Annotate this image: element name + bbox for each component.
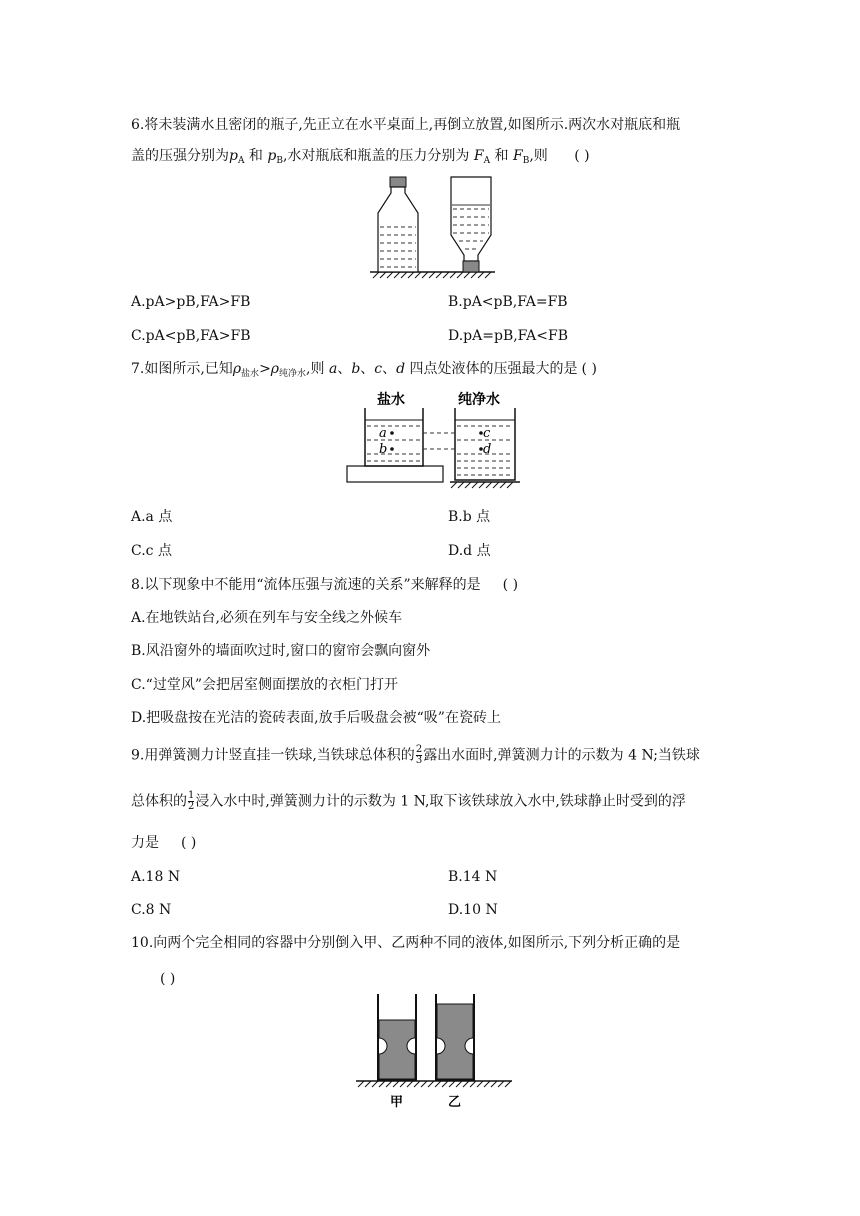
bottle-cap-inverted xyxy=(463,261,479,272)
q6-stem-line2: 盖的压强分别为$p_A$ 和 $p_B$,水对瓶底和瓶盖的压力分别为 $F_A$ 和 $F_B$,则 ( ) xyxy=(131,148,590,166)
q6-option-a: A.pA>pB,FA>FB xyxy=(131,294,251,310)
q7-point-b: b xyxy=(379,442,388,457)
bottle-cap-upright xyxy=(390,177,406,187)
q7-label-salt: 盐水 xyxy=(377,392,405,408)
q9-option-a: A.18 N xyxy=(131,869,181,885)
q7-option-a: A.a 点 xyxy=(131,509,173,525)
q9-stem-line1: 9.用弹簧测力计竖直挂一铁球,当铁球总体积的 $\frac{2}{3}$ 露出水面时,弹簧测力计的示数为 4 N;当铁球 xyxy=(131,744,700,766)
q10-paren: ( ) xyxy=(160,971,176,987)
q9-option-b: B.14 N xyxy=(448,869,498,885)
q9-stem-line2: 总体积的 $\frac{1}{2}$ 浸入水中时,弹簧测力计的示数为 1 N,取下该铁球放入水中,铁球静止时受到的浮 xyxy=(131,790,686,812)
q7-stem: 7.如图所示,已知$\rho_{盐水}>\rho_{纯净水}$,则 a、b、c、d 四点处液体的压强最大的是 ( ) xyxy=(131,361,597,379)
q9-stem-line3: 力是 ( ) xyxy=(131,835,197,851)
q8-option-b: B.风沿窗外的墙面吹过时,窗口的窗帘会飘向窗外 xyxy=(131,643,431,659)
q8-option-c: C.“过堂风”会把居室侧面摆放的衣柜门打开 xyxy=(131,677,398,693)
q9-fraction-one-half: $\frac{1}{2}$ xyxy=(188,790,195,812)
q7-point-c: c xyxy=(483,426,491,441)
q7-label-pure: 纯净水 xyxy=(458,392,500,408)
q7-option-c: C.c 点 xyxy=(131,543,172,559)
q10-stem: 10.向两个完全相同的容器中分别倒入甲、乙两种不同的液体,如图所示,下列分析正确的是 xyxy=(131,935,681,951)
q6-bottles-figure xyxy=(365,175,500,280)
q7-salt-container xyxy=(365,408,423,466)
q6-stem-line1: 6.将未装满水且密闭的瓶子,先正立在水平桌面上,再倒立放置,如图所示.两次水对瓶底和瓶 xyxy=(131,117,681,133)
q7-point-a: a xyxy=(379,426,387,441)
q10-label-yi: 乙 xyxy=(448,1095,462,1110)
q8-option-a: A.在地铁站台,必须在列车与安全线之外候车 xyxy=(131,610,403,626)
q6-option-d: D.pA=pB,FA<FB xyxy=(448,328,569,344)
q10-label-jia: 甲 xyxy=(390,1095,404,1110)
q9-option-c: C.8 N xyxy=(131,902,172,918)
q6-option-c: C.pA<pB,FA>FB xyxy=(131,328,251,344)
q6-option-b: B.pA<pB,FA=FB xyxy=(448,294,568,310)
q8-option-d: D.把吸盘按在光洁的瓷砖表面,放手后吸盘会被“吸”在瓷砖上 xyxy=(131,710,501,726)
q7-containers-figure xyxy=(345,388,525,498)
q8-stem: 8.以下现象中不能用“流体压强与流速的关系”来解释的是 ( ) xyxy=(131,577,519,593)
q9-fraction-two-thirds: $\frac{2}{3}$ xyxy=(415,744,423,766)
q7-base-block xyxy=(347,466,443,482)
q9-option-d: D.10 N xyxy=(448,902,498,918)
q7-option-b: B.b 点 xyxy=(448,509,491,525)
q7-point-d: d xyxy=(483,442,492,457)
bottle-inverted xyxy=(451,177,491,261)
q7-option-d: D.d 点 xyxy=(448,543,491,559)
q10-containers-figure xyxy=(352,990,517,1110)
